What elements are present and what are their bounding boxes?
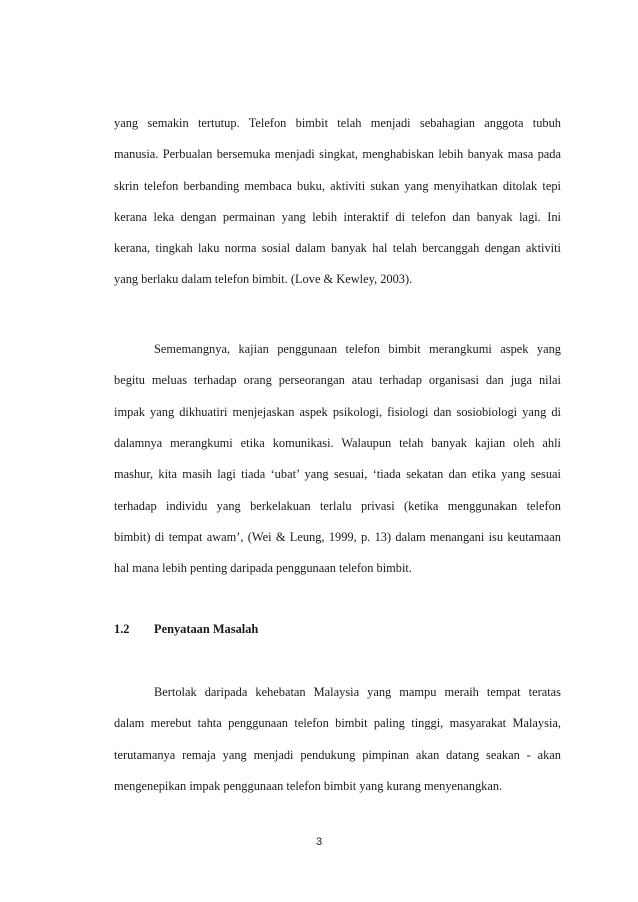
text-line: hal mana lebih penting daripada penggunaan telefon bimbit. <box>114 561 412 575</box>
text-line: dalamnya merangkumi etika komunikasi. Walaupun telah banyak kajian oleh ahli <box>114 436 561 450</box>
text-line: terhadap individu yang berkelakuan terlalu privasi (ketika menggunakan telefon <box>114 499 561 513</box>
text-line: yang berlaku dalam telefon bimbit. (Love & Kewley, 2003). <box>114 272 413 286</box>
text-line: skrin telefon berbanding membaca buku, aktiviti sukan yang menyihatkan ditolak tepi <box>114 179 561 193</box>
text-line: mashur, kita masih lagi tiada ‘ubat’ yang sesuai, ‘tiada sekatan dan etika yang sesuai <box>114 467 561 481</box>
text-line: Sememangnya, kajian penggunaan telefon bimbit merangkumi aspek yang <box>154 342 561 356</box>
text-line: kerana, tingkah laku norma sosial dalam banyak hal telah bercanggah dengan aktiviti <box>114 241 561 255</box>
section-number: 1.2 <box>114 622 130 636</box>
section-title: Penyataan Masalah <box>154 622 259 636</box>
text-line: dalam merebut tahta penggunaan telefon bimbit paling tinggi, masyarakat Malaysia, <box>114 716 561 730</box>
text-line: mengenepikan impak penggunaan telefon bimbit yang kurang menyenangkan. <box>114 779 503 793</box>
text-line: impak yang dikhuatiri menjejaskan aspek psikologi, fisiologi dan sosiobiologi yang di <box>114 405 561 419</box>
text-line: Bertolak daripada kehebatan Malaysia yang mampu meraih tempat teratas <box>154 685 561 699</box>
page-number: 3 <box>315 836 323 848</box>
text-line: bimbit) di tempat awam’, (Wei & Leung, 1999, p. 13) dalam menangani isu keutamaan <box>114 530 561 544</box>
text-line: begitu meluas terhadap orang perseorangan atau terhadap organisasi dan juga nilai <box>114 373 561 387</box>
text-line: terutamanya remaja yang menjadi pendukung pimpinan akan datang seakan - akan <box>114 748 561 762</box>
text-line: yang semakin tertutup. Telefon bimbit telah menjadi sebahagian anggota tubuh <box>114 116 561 130</box>
text-line: kerana leka dengan permainan yang lebih interaktif di telefon dan banyak lagi. Ini <box>114 210 561 224</box>
text-line: manusia. Perbualan bersemuka menjadi singkat, menghabiskan lebih banyak masa pada <box>114 147 561 161</box>
